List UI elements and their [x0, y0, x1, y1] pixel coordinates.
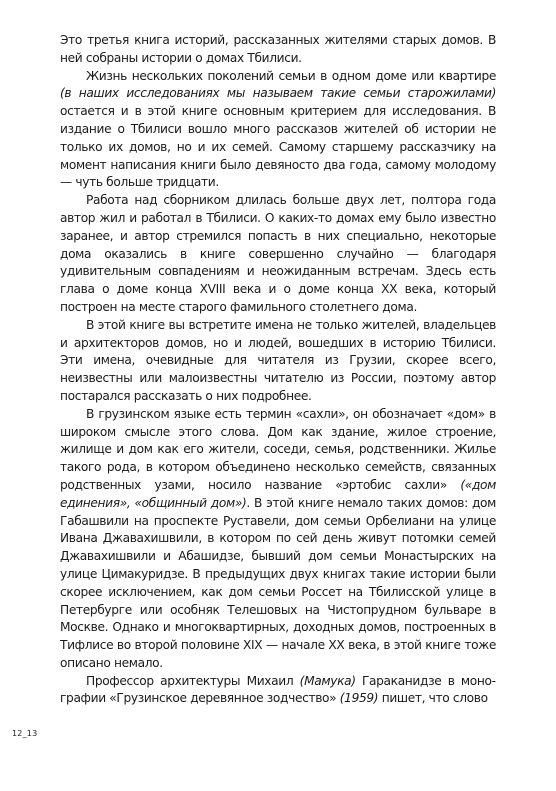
text-segment: пишет, что слово: [378, 691, 488, 706]
body-text: [60, 32, 496, 708]
text-segment: В грузинском языке есть термин «сахли», он обозначает «дом» в широком смысле этого слова. Дом как здание, жилое строение, жилище и дом как его жители, соседи, семья, родственники. Жилье такого рода, в котором объединено несколько семейств, связанных родственных узами, носило название «эртобис сахли»: [60, 406, 496, 492]
paragraph-6: [60, 673, 496, 709]
paragraph-4: [60, 317, 496, 406]
text-segment: Жизнь нескольких поколений семьи в одном доме или квартире: [86, 68, 496, 83]
paragraph-5: [60, 406, 496, 673]
text-segment: Гараканидзе в монографии «Грузинское деревянное зодчество»: [60, 673, 496, 706]
text-segment: Профессор архитектуры Михаил: [86, 673, 300, 688]
italic-aside: (1959): [339, 691, 379, 706]
text-segment: В этой книге вы встретите имена не только жителей, владельцев и архитекторов домов, но и людей, вошедших в историю Тбилиси. Эти имена, очевидные для читателя из Грузии, скорее всего, неизвестны или малоизвестны читателю из России, поэтому автор постарался рассказать о них подробнее.: [60, 317, 496, 403]
page-number: 12_13: [12, 729, 38, 738]
text-segment: . В этой книге немало таких домов: дом Габашвили на проспекте Руставели, дом семьи Орбелиани на улице Ивана Джавахишвили, в котором по сей день живут потомки семей Джавахишвили и Абашидзе, бывший дом семьи Монастырских на улице Цимакуридзе. В предыдущих двух книгах такие истории были скорее исключением, как дом семьи Россет на Тбилисской улице в Петербурге или особняк Телешовых на Чистопрудном бульваре в Москве. Однако и многоквартирных, доходных домов, построенных в Тифлисе во второй половине XIX — начале XX века, в этой книге тоже описано немало.: [60, 495, 496, 670]
text-segment: Это третья книга историй, рассказанных жителями старых домов. В ней собраны истории о домах Тбилиси.: [60, 33, 496, 65]
paragraph-2: [60, 68, 496, 193]
paragraph-3: [60, 192, 496, 317]
italic-aside: (в наших исследованиях мы называем такие семьи старожилами): [60, 86, 496, 101]
text-segment: остается и в этой книге основным критерием для исследования. В издание о Тбилиси вошло много рассказов жителей об истории не только их домов, но и их семей. Самому старшему рассказчику на момент написания книги было девяносто два года, самому молодому — чуть больше тридцати.: [60, 104, 496, 190]
italic-aside: («дом единения», «общинный дом»): [60, 477, 496, 510]
italic-aside: (Мамука): [299, 673, 356, 688]
text-segment: Работа над сборником длилась больше двух лет, полтора года автор жил и работал в Тбилиси. О каких-то домах ему было известно заранее, и автор стремился попасть в них специально, некоторые дома оказались в книге совершенно случайно — благодаря удивительным совпадениям и неожиданным встречам. Здесь есть глава о доме конца XVIII века и о доме конца XX века, который построен на месте старого фамильного столетнего дома.: [60, 193, 496, 314]
paragraph-1: [60, 32, 496, 68]
